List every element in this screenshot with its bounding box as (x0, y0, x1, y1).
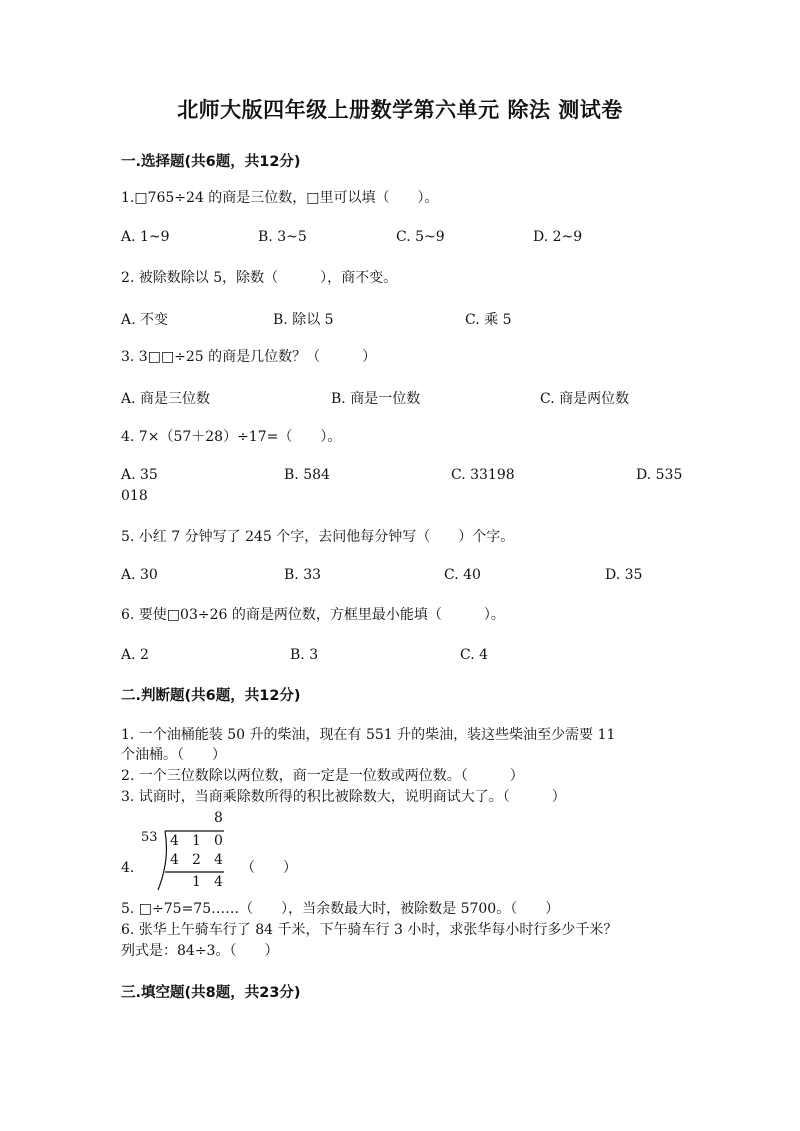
option-4a[interactable]: A. 35 (121, 467, 158, 483)
section-heading-fill-blank: 三.填空题(共8题，共23分) (121, 985, 301, 1001)
option-6b[interactable]: B. 3 (290, 647, 319, 663)
quotient-digit: 8 (214, 810, 223, 826)
question-6: 6. 要使□03÷26 的商是两位数，方框里最小能填（ ）。 (121, 607, 505, 623)
option-1a[interactable]: A. 1~9 (121, 229, 170, 245)
option-3b[interactable]: B. 商是一位数 (331, 391, 421, 407)
question-3: 3. 3□□÷25 的商是几位数？（ ） (121, 349, 377, 365)
product-digit-2: 2 (192, 852, 201, 868)
question-4: 4. 7×（57＋28）÷17=（ ）。 (121, 429, 342, 445)
judgment-1: 1. 一个油桶能装 50 升的柴油，现在有 551 升的柴油，装这些柴油至少需要 11 (121, 727, 616, 743)
judgment-4-number: 4. (121, 860, 135, 876)
remainder-digit-2: 4 (214, 874, 223, 890)
product-digit-1: 4 (170, 852, 179, 868)
dividend-digit-1: 4 (170, 833, 179, 849)
option-3a[interactable]: A. 商是三位数 (121, 391, 211, 407)
option-5a[interactable]: A. 30 (121, 567, 158, 583)
question-2: 2. 被除数除以 5，除数（ ），商不变。 (121, 270, 398, 286)
judgment-6-cont: 列式是：84÷3。（ ） (121, 943, 279, 959)
page-title: 北师大版四年级上册数学第六单元 除法 测试卷 (177, 98, 623, 122)
option-1d[interactable]: D. 2~9 (533, 229, 583, 245)
section-heading-judgment: 二.判断题(共6题，共12分) (121, 688, 301, 704)
option-2a[interactable]: A. 不变 (121, 312, 169, 328)
judgment-5: 5. □÷75=75……（ ），当余数最大时，被除数是 5700。（ ） (121, 901, 560, 917)
option-4c[interactable]: C. 33198 (451, 467, 515, 483)
option-6c[interactable]: C. 4 (460, 647, 489, 663)
question-1: 1.□765÷24 的商是三位数，□里可以填（ ）。 (121, 190, 439, 206)
option-6a[interactable]: A. 2 (121, 647, 149, 663)
remainder-digit-1: 1 (192, 874, 201, 890)
judgment-1-cont: 个油桶。（ ） (121, 747, 226, 763)
option-5d[interactable]: D. 35 (605, 567, 643, 583)
product-digit-3: 4 (214, 852, 223, 868)
option-4d-wrap: 018 (121, 488, 148, 504)
judgment-3: 3. 试商时，当商乘除数所得的积比被除数大，说明商试大了。（ ） (121, 789, 566, 805)
option-4b[interactable]: B. 584 (284, 467, 330, 483)
option-2b[interactable]: B. 除以 5 (273, 312, 334, 328)
long-division-figure (140, 810, 250, 895)
option-3c[interactable]: C. 商是两位数 (540, 391, 630, 407)
option-1b[interactable]: B. 3~5 (258, 229, 307, 245)
dividend-digit-3: 0 (214, 833, 223, 849)
option-2c[interactable]: C. 乘 5 (465, 312, 512, 328)
section-heading-choice: 一.选择题(共6题，共12分) (121, 154, 301, 170)
option-4d[interactable]: D. 535 (636, 467, 683, 483)
divisor: 53 (141, 830, 158, 845)
option-5b[interactable]: B. 33 (284, 567, 322, 583)
dividend-digit-2: 1 (192, 833, 201, 849)
judgment-2: 2. 一个三位数除以两位数，商一定是一位数或两位数。（ ） (121, 768, 524, 784)
question-5: 5. 小红 7 分钟写了 245 个字，去问他每分钟写（ ）个字。 (121, 529, 515, 545)
option-1c[interactable]: C. 5~9 (396, 229, 445, 245)
judgment-4-blank: （ ） (241, 860, 297, 876)
option-5c[interactable]: C. 40 (444, 567, 481, 583)
judgment-6: 6. 张华上午骑车行了 84 千米，下午骑车行 3 小时，求张华每小时行多少千米？ (121, 922, 618, 938)
